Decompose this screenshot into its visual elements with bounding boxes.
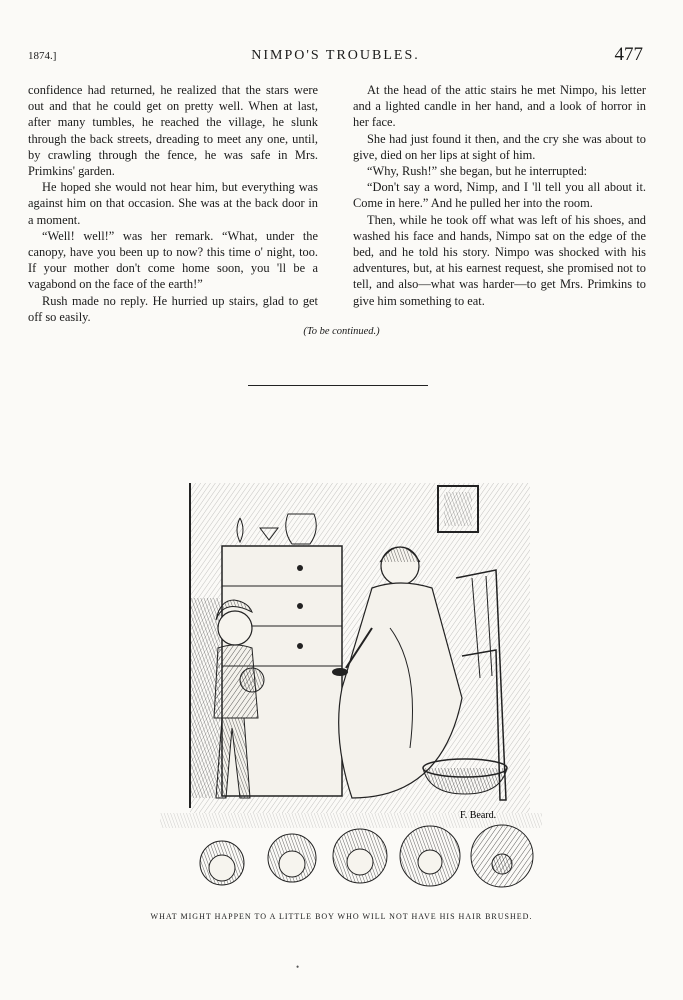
right-column [353, 82, 646, 309]
left-paragraph: Rush made no reply. He hurried up stairs, glad to get off so easily. [28, 293, 318, 324]
ball [240, 668, 264, 692]
header-title: NIMPO'S TROUBLES. [251, 48, 420, 63]
left-paragraph: “Well! well!” was her remark. “What, under the canopy, have you been up to now? this time o' night, too. If your mother don't come home soon, you 'll be a vagabond on the face of the earth!” [28, 228, 318, 292]
shaggy-head [268, 834, 316, 882]
right-paragraph: At the head of the attic stairs he met Nimpo, his letter and a lighted candle in her hand, and a look of horror in her face. [353, 83, 646, 130]
page-number: 477 [614, 44, 643, 65]
to-be-continued: (To be continued.) [303, 326, 380, 337]
shaggy-head [400, 826, 460, 886]
engraving-illustration [160, 478, 542, 898]
right-paragraph: “Why, Rush!” she began, but he interrupted: [367, 164, 588, 179]
shaggy-head [200, 841, 244, 885]
header-year: 1874.] [28, 50, 57, 62]
artist-signature: F. Beard. [460, 810, 497, 821]
dog-head [471, 825, 533, 887]
running-header [28, 44, 643, 68]
heads-row [200, 825, 533, 887]
left-column [28, 82, 318, 325]
right-paragraph: “Don't say a word, Nimp, and I 'll tell you all about it. Come in here.” And he pulled her into the room. [353, 180, 646, 211]
right-paragraph: Then, while he took off what was left of his shoes, and washed his face and hands, Nimpo sat on the edge of the bed, and he told his story. Nimpo was shocked with his adventures, but, at his earnest request, she promised not to tell, and also—what was harder—to get Mrs. Primkins to give him something to eat. [353, 212, 646, 308]
left-paragraph: He hoped she would not hear him, but everything was against him on that occasion. She was at the back door in a moment. [28, 180, 318, 227]
shaggy-head [333, 829, 387, 883]
footer-mark: • [296, 962, 300, 972]
right-paragraph: She had just found it then, and the cry she was about to give, died on her lips at sight of him. [353, 131, 646, 162]
wall-picture-frame [438, 486, 478, 532]
left-paragraph: confidence had returned, he realized that the stars were out and that he could get on pretty well. When at last, after many tumbles, he reached the village, he slunk through the back streets, dreading to meet any one, until, by crawling through the fence, he was safe in Mrs. Primkins' garden. [28, 83, 318, 179]
section-divider [248, 385, 428, 386]
illustration-caption: WHAT MIGHT HAPPEN TO A LITTLE BOY WHO WILL NOT HAVE HIS HAIR BRUSHED. [150, 912, 533, 921]
